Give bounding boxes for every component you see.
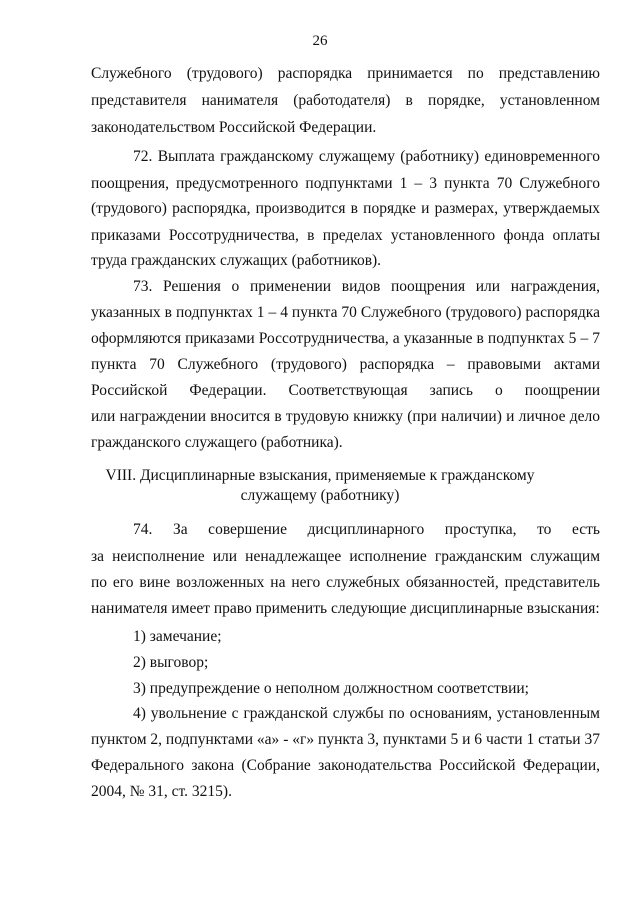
text-line: приказами Россотрудничества, в пределах установленного фонда оплаты xyxy=(91,227,600,244)
text-line: поощрения, предусмотренного подпунктами 1 – 3 пункта 70 Служебного xyxy=(91,175,600,192)
text-line: законодательством Российской Федерации. xyxy=(91,119,377,136)
text-line: нанимателя имеет право применить следующие дисциплинарные взыскания: xyxy=(91,600,600,617)
list-item: 4) увольнение с гражданской службы по основаниям, установленным xyxy=(133,705,600,722)
list-item: 1) замечание; xyxy=(133,628,222,645)
text-line: 72. Выплата гражданскому служащему (работнику) единовременного xyxy=(133,148,600,165)
text-line: оформляются приказами Россотрудничества, а указанные в подпунктах 5 – 7 xyxy=(91,330,600,347)
list-item: 2) выговор; xyxy=(133,654,209,671)
text-line: 73. Решения о применении видов поощрения или награждения, xyxy=(133,278,600,295)
text-line: (трудового) распорядка, производится в порядке и размерах, утверждаемых xyxy=(91,200,600,217)
text-line: Федерального закона (Собрание законодательства Российской Федерации, xyxy=(91,757,600,774)
text-line: 2004, № 31, ст. 3215). xyxy=(91,783,232,800)
text-line: пункта 70 Служебного (трудового) распорядка – правовыми актами xyxy=(91,356,600,373)
text-line: указанных в подпунктах 1 – 4 пункта 70 Служебного (трудового) распорядка xyxy=(91,304,600,321)
text-line: Российской Федерации. Соответствующая запись о поощрении xyxy=(91,382,600,399)
section-heading: VIII. Дисциплинарные взыскания, применяемые к гражданскому xyxy=(105,467,535,484)
text-line: пунктом 2, подпунктами «а» - «г» пункта 3, пунктами 5 и 6 части 1 статьи 37 xyxy=(91,731,600,748)
list-item: 3) предупреждение о неполном должностном соответствии; xyxy=(133,680,529,697)
text-line: Служебного (трудового) распорядка принимается по представлению xyxy=(91,65,600,82)
text-line: или награждении вносится в трудовую книжку (при наличии) и личное дело xyxy=(91,408,600,425)
text-line: представителя нанимателя (работодателя) в порядке, установленном xyxy=(91,92,600,109)
section-heading: служащему (работнику) xyxy=(240,487,400,504)
text-line: гражданского служащего (работника). xyxy=(91,434,343,451)
text-line: 74. За совершение дисциплинарного проступка, то есть xyxy=(133,521,600,538)
text-line: за неисполнение или ненадлежащее исполнение гражданским служащим xyxy=(91,548,600,565)
text-line: труда гражданских служащих (работников). xyxy=(91,252,382,269)
page-number: 26 xyxy=(312,33,328,49)
text-line: по его вине возложенных на него служебных обязанностей, представитель xyxy=(91,574,600,591)
